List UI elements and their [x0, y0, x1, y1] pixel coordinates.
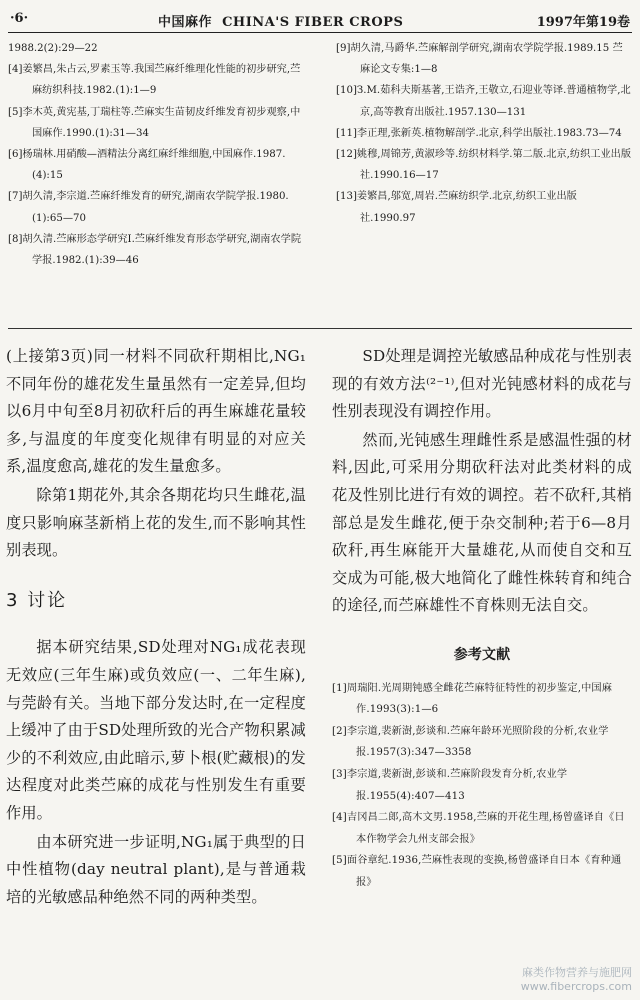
- issue-info: 1997年第19卷: [536, 15, 630, 30]
- reference-item: [2]李宗道,裴新澍,彭谈和.苎麻年龄环光照阶段的分析,农业学报.1957(3):347—3358: [332, 725, 609, 759]
- reference-item: [11]李正理,张新英.植物解剖学.北京,科学出版社.1983.73—74: [336, 127, 622, 139]
- journal-name-en: CHINA'S FIBER CROPS: [222, 15, 404, 30]
- references-heading: 参考文献: [453, 646, 511, 663]
- site-watermark: [521, 966, 632, 994]
- top-references-left: [8, 38, 304, 271]
- references-list: [332, 678, 632, 894]
- reference-item: [5]面谷章纪.1936,苎麻性表现的变换,杨曾盛译自日本《育种通报》: [332, 855, 622, 888]
- section-divider: [8, 328, 632, 329]
- reference-item: [9]胡久清,马爵华.苎麻解剖学研究,湖南农学院学报.1989.15 苎麻论文专集:1—8: [336, 43, 623, 76]
- watermark-line-url: www.fibercrops.com: [520, 980, 632, 993]
- page-header: [8, 8, 632, 33]
- reference-item: [3]李宗道,裴新澍,彭谈和.苎麻阶段发育分析,农业学报.1955(4):407—413: [332, 768, 568, 802]
- body-paragraph: (上接第3页)同一材料不同砍秆期相比,NG₁不同年份的雄花发生量虽然有一定差异,但均以6月中旬至8月初砍秆后的再生麻雄花量较多,与温度的年度变化规律有明显的对应关系,温度愈高,雄花的发生量愈多。: [6, 347, 306, 476]
- reference-item: [10]З.M.茹科夫斯基著,王诰齐,王敬立,石迎业等译.普通植物学,北京,高等教育出版社.1957.130—131: [336, 85, 631, 118]
- body-column-right: [332, 343, 632, 893]
- reference-item: [6]杨瑞林.用硝酸—酒精法分离红麻纤维细胞,中国麻作.1987.(4):15: [8, 149, 286, 182]
- journal-name-cn: 中国麻作: [158, 15, 213, 30]
- reference-item: [1]周瑞阳.光周期钝感全雌花苎麻特征特性的初步鉴定,中国麻作.1993(3):1—6: [332, 682, 613, 716]
- reference-item: [12]姚穆,周锦芳,黄淑珍等.纺织材料学.第二版.北京,纺织工业出版社.1990.16—17: [336, 149, 632, 182]
- reference-item: [7]胡久清,李宗道.苎麻纤维发育的研究,湖南农学院学报.1980.(1):65—70: [8, 191, 289, 224]
- body-paragraph: 然而,光钝感生理雌性系是感温性强的材料,因此,可采用分期砍秆法对此类材料的成花及性别比进行有效的调控。若不砍秆,其梢部总是发生雌花,便于杂交制种;若于6—8月砍秆,再生麻能开大量雄花,从而使自交和互交成为可能,极大地简化了雌性株转育和纯合的途径,而苎麻雄性不育株则无法自交。: [332, 430, 632, 615]
- body-column-left: [6, 343, 306, 912]
- page-number: ·6·: [10, 11, 29, 26]
- body-paragraph: 除第1期花外,其余各期花均只生雌花,温度只影响麻茎新梢上花的发生,而不影响其性别表现。: [6, 485, 306, 560]
- body-paragraph: SD处理是调控光敏感品种成花与性别表现的有效方法⁽²⁻¹⁾,但对光钝感材料的成花与性别表现没有调控作用。: [332, 347, 632, 421]
- watermark-line-cn: 麻类作物营养与施肥网: [522, 966, 632, 979]
- journal-name: [158, 11, 403, 30]
- body-paragraph: 据本研究结果,SD处理对NG₁成花表现无效应(三年生麻)或负效应(一、二年生麻),与莞龄有关。当地下部分发达时,在一定程度上缓冲了由于SD处理所致的光合产物积累减少的不利效应,由此暗示,萝卜根(贮藏根)的发达程度对此类苎麻的成花与性别发生有重要作用。: [6, 638, 306, 822]
- reference-item: 1988.2(2):29—22: [8, 43, 98, 54]
- reference-item: [4]吉冈昌二郎,高木文男.1958,苎麻的开花生理,杨曾盛译自《日本作物学会九州支部会报》: [332, 812, 625, 845]
- section-heading-discussion: 3 讨论: [6, 589, 68, 611]
- reference-item: [13]姜繁昌,邬宽,周岩.苎麻纺织学.北京,纺织工业出版社.1990.97: [336, 191, 577, 224]
- top-references-right: [336, 38, 632, 229]
- reference-item: [4]姜繁昌,朱占云,罗素玉等.我国苎麻纤维理化性能的初步研究,苎麻纺织科技.1982.(1):1—9: [8, 64, 301, 97]
- body-paragraph: 由本研究进一步证明,NG₁属于典型的日中性植物(day neutral plant),是与普通栽培的光敏感品种绝然不同的两种类型。: [6, 832, 306, 906]
- reference-item: [8]胡久清.苎麻形态学研究Ⅰ.苎麻纤维发育形态学研究,湖南农学院学报.1982.(1):39—46: [8, 233, 302, 267]
- reference-item: [5]李木英,黄宪基,丁瑞柱等.苎麻实生苗韧皮纤维发育初步观察,中国麻作.1990.(1):31—34: [8, 106, 301, 139]
